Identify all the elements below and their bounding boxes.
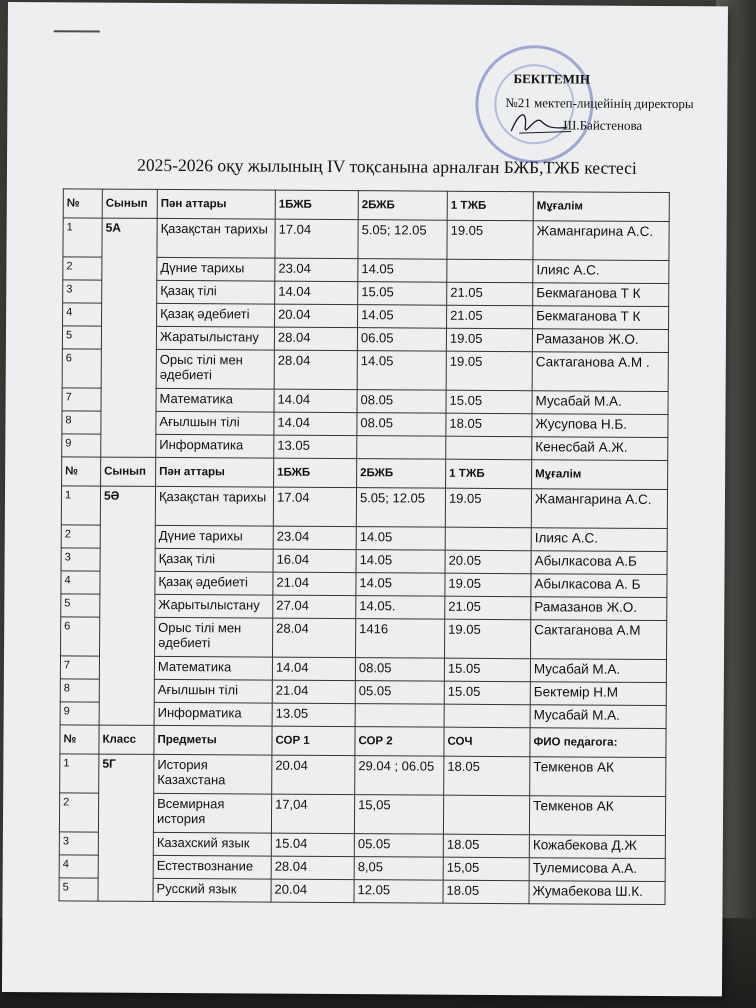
date-cell-2: 5.05; 12.05	[356, 488, 445, 528]
teacher-cell: Рамазанов Ж.О.	[532, 329, 668, 353]
date-cell-2: 15.05	[358, 282, 447, 306]
date-cell-2: 08.05	[357, 413, 446, 437]
column-header: Класс	[99, 725, 154, 754]
row-number: 6	[62, 349, 101, 388]
date-cell-1: 23.04	[275, 258, 358, 282]
date-cell-3	[445, 527, 531, 551]
date-cell-3: 15.05	[444, 658, 530, 682]
date-cell-3: 19.05	[444, 619, 530, 659]
row-number: 6	[61, 617, 100, 656]
teacher-cell: Жамангарина А.С.	[533, 221, 669, 261]
date-cell-3	[443, 795, 529, 835]
date-cell-1: 27.04	[273, 595, 356, 619]
subject-cell: Қазақстан тарихы	[157, 218, 275, 258]
row-number: 3	[63, 280, 102, 303]
date-cell-1: 20.04	[271, 879, 354, 903]
row-number: 1	[60, 754, 99, 793]
column-header: №	[62, 457, 101, 486]
column-header: Мұғалім	[532, 460, 668, 490]
date-cell-3: 21.05	[447, 282, 533, 306]
subject-cell: История Казахстана	[154, 754, 272, 794]
date-cell-1: 28.04	[273, 618, 356, 658]
date-cell-3: 18.05	[444, 756, 530, 796]
teacher-cell: Мусабай М.А.	[532, 391, 668, 415]
teacher-cell: Ілияс А.С.	[531, 528, 667, 552]
column-header: №	[60, 725, 99, 754]
subject-cell: Қазақ тілі	[155, 548, 273, 572]
date-cell-3: 21.05	[447, 305, 533, 329]
date-cell-1: 17.04	[273, 487, 356, 527]
class-cell: 5Г	[98, 754, 154, 901]
teacher-cell: Тулемисова А.А.	[529, 858, 665, 882]
column-header: Сынып	[101, 457, 156, 486]
row-number: 7	[60, 656, 99, 679]
subject-cell: Қазақстан тарихы	[155, 486, 273, 526]
date-cell-3: 19.05	[447, 220, 533, 260]
date-cell-2: 08.05	[357, 390, 446, 414]
date-cell-2: 14.05	[357, 351, 446, 391]
column-header: Сынып	[102, 189, 157, 218]
row-number: 1	[61, 486, 100, 525]
director-name: Ш.Байстенова	[563, 117, 643, 133]
subject-cell: Дүние тарихы	[157, 257, 275, 281]
teacher-cell: Темкенов АК	[529, 796, 665, 836]
column-header: 2БЖБ	[358, 191, 447, 221]
row-number: 3	[61, 548, 100, 571]
teacher-cell: Сактаганова А.М .	[532, 352, 668, 392]
date-cell-2: 05.05	[355, 681, 444, 705]
row-number: 5	[59, 878, 98, 901]
date-cell-2: 14.05	[358, 259, 447, 283]
row-number: 2	[63, 257, 102, 280]
subject-cell: Всемирная история	[153, 793, 271, 833]
date-cell-2: 1416	[356, 619, 445, 659]
row-number: 8	[62, 411, 101, 434]
subject-cell: Орыс тілі мен әдебиеті	[156, 349, 274, 389]
subject-cell: Қазақ әдебиеті	[155, 571, 273, 595]
document-title: 2025-2026 оқу жылының IV тоқсанына арналған БЖБ,ТЖБ кестесі	[137, 154, 637, 178]
date-cell-2: 5.05; 12.05	[358, 220, 447, 260]
teacher-cell: Жусупова Н.Б.	[532, 414, 668, 438]
approval-heading: БЕКІТЕМІН	[513, 71, 591, 87]
date-cell-2: 06.05	[357, 328, 446, 352]
subject-cell: Жарытылыстану	[155, 594, 273, 618]
date-cell-2: 14.05	[356, 550, 445, 574]
pen-mark	[54, 30, 100, 32]
row-number: 9	[60, 702, 99, 725]
teacher-cell: Жамангарина А.С.	[531, 489, 667, 529]
subject-cell: Орыс тілі мен әдебиеті	[155, 617, 273, 657]
column-header: Пән аттары	[156, 457, 274, 487]
date-cell-1: 23.04	[273, 526, 356, 550]
teacher-cell: Рамазанов Ж.О.	[531, 597, 667, 621]
column-header: 2БЖБ	[357, 459, 446, 489]
column-header: Предметы	[154, 725, 272, 755]
subject-cell: Ағылшын тілі	[154, 679, 272, 703]
column-header: СОР 2	[355, 727, 444, 757]
date-cell-3	[444, 704, 530, 728]
date-cell-1: 14.04	[274, 389, 357, 413]
row-number: 4	[63, 303, 102, 326]
subject-cell: Русский язык	[153, 878, 271, 902]
date-cell-1: 28.04	[274, 350, 357, 390]
subject-cell: Математика	[154, 656, 272, 680]
row-number: 7	[62, 388, 101, 411]
subject-cell: Информатика	[154, 702, 272, 726]
teacher-cell: Бекмаганова Т К	[533, 283, 669, 307]
date-cell-1: 21.04	[273, 572, 356, 596]
subject-cell: Қазақ тілі	[157, 280, 275, 304]
row-number: 8	[60, 679, 99, 702]
teacher-cell: Абылкасова А. Б	[531, 574, 667, 598]
teacher-cell: Бекмаганова Т К	[533, 306, 669, 330]
teacher-cell: Мусабай М.А.	[530, 659, 666, 683]
row-number: 4	[59, 855, 98, 878]
date-cell-3: 19.05	[445, 488, 531, 528]
teacher-cell: Ілияс А.С.	[533, 260, 669, 284]
date-cell-3: 15.05	[444, 681, 530, 705]
date-cell-1: 20.04	[272, 755, 355, 795]
row-number: 5	[62, 326, 101, 349]
column-header: №	[63, 189, 102, 218]
date-cell-1: 13.05	[274, 435, 357, 459]
row-number: 3	[59, 832, 98, 855]
teacher-cell: Темкенов АК	[530, 757, 666, 797]
row-number: 1	[63, 218, 102, 257]
date-cell-3: 19.05	[446, 351, 532, 391]
document-sheet	[2, 2, 728, 996]
teacher-cell: Кожабекова Д.Ж	[529, 835, 665, 859]
approval-position: №21 мектеп-лицейінің директоры	[505, 95, 694, 112]
date-cell-3: 21.05	[445, 596, 531, 620]
date-cell-3: 18.05	[446, 413, 532, 437]
teacher-cell: Сактаганова А.М	[530, 620, 666, 660]
date-cell-2: 8,05	[354, 857, 443, 881]
date-cell-1: 21.04	[272, 680, 355, 704]
table-header-row	[62, 457, 668, 490]
date-cell-1: 20.04	[275, 304, 358, 328]
column-header: Пән аттары	[157, 189, 275, 219]
date-cell-2: 15,05	[354, 795, 443, 835]
column-header: ФИО педагога:	[530, 728, 666, 758]
subject-cell: Ағылшын тілі	[156, 411, 274, 435]
column-header: 1БЖБ	[274, 458, 357, 488]
date-cell-2: 12.05	[354, 880, 443, 904]
date-cell-1: 17,04	[271, 794, 354, 834]
row-number: 2	[59, 793, 98, 832]
column-header: СОЧ	[444, 727, 530, 757]
column-header: 1 ТЖБ	[447, 191, 533, 221]
table-header-row	[63, 189, 669, 222]
class-cell: 5А	[101, 218, 157, 457]
class-cell: 5Ә	[99, 486, 155, 725]
date-cell-1: 28.04	[271, 856, 354, 880]
date-cell-1: 16.04	[273, 549, 356, 573]
date-cell-2	[357, 436, 446, 460]
date-cell-1: 14.04	[274, 412, 357, 436]
date-cell-3	[447, 259, 533, 283]
column-header: 1 ТЖБ	[446, 459, 532, 489]
teacher-cell: Кенесбай А.Ж.	[532, 437, 668, 461]
date-cell-1: 28.04	[274, 327, 357, 351]
date-cell-2: 29.04 ; 06.05	[355, 756, 444, 796]
date-cell-2	[355, 704, 444, 728]
date-cell-3: 15,05	[443, 857, 529, 881]
column-header: 1БЖБ	[275, 190, 358, 220]
teacher-cell: Абылкасова А.Б	[531, 551, 667, 575]
date-cell-3: 15.05	[446, 390, 532, 414]
date-cell-1: 15.04	[271, 833, 354, 857]
subject-cell: Естествознание	[153, 855, 271, 879]
row-number: 4	[61, 571, 100, 594]
table-header-row	[60, 725, 666, 758]
date-cell-3: 19.05	[446, 328, 532, 352]
subject-cell: Казахский язык	[153, 832, 271, 856]
date-cell-2: 14.05	[356, 573, 445, 597]
row-number: 9	[62, 434, 101, 457]
column-header: СОР 1	[272, 726, 355, 756]
date-cell-2: 05.05	[354, 834, 443, 858]
row-number: 2	[61, 525, 100, 548]
table-row	[61, 486, 667, 529]
teacher-cell: Бектемір Н.М	[530, 682, 666, 706]
date-cell-3: 19.05	[445, 573, 531, 597]
teacher-cell: Жумабекова Ш.К.	[529, 881, 665, 905]
exam-schedule-table	[59, 188, 670, 905]
subject-cell: Информатика	[156, 434, 274, 458]
row-number: 5	[61, 594, 100, 617]
table-row	[60, 754, 666, 797]
column-header: Мұғалім	[533, 192, 669, 222]
date-cell-2: 14.05	[358, 305, 447, 329]
date-cell-2: 14.05	[356, 527, 445, 551]
date-cell-3: 18.05	[443, 834, 529, 858]
subject-cell: Қазақ әдебиеті	[157, 303, 275, 327]
date-cell-1: 17.04	[275, 219, 358, 259]
subject-cell: Жаратылыстану	[156, 326, 274, 350]
date-cell-1: 14.04	[275, 281, 358, 305]
teacher-cell: Мусабай М.А.	[530, 705, 666, 729]
date-cell-3: 20.05	[445, 550, 531, 574]
date-cell-3: 18.05	[443, 880, 529, 904]
date-cell-2: 08.05	[355, 658, 444, 682]
subject-cell: Дүние тарихы	[155, 525, 273, 549]
date-cell-1: 13.05	[272, 703, 355, 727]
date-cell-2: 14.05.	[356, 596, 445, 620]
subject-cell: Математика	[156, 388, 274, 412]
table-row	[63, 218, 669, 261]
date-cell-3	[446, 436, 532, 460]
date-cell-1: 14.04	[272, 657, 355, 681]
